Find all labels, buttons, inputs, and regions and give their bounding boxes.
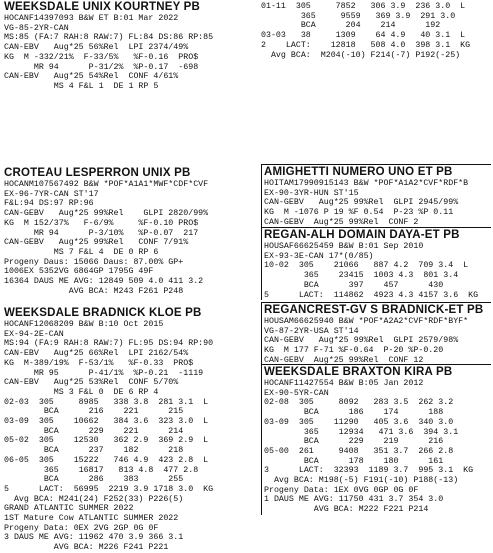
entry-line: MR 94 P-3/10% %P-0.07 217 bbox=[4, 228, 199, 238]
entry-line: MS 7 F&L 4 DE 0 RP 6 bbox=[4, 247, 159, 257]
entry-line: MR 95 P-41/1% %P-0.21 -1119 bbox=[4, 368, 204, 378]
entry-line: 365 16817 813 4.8 477 2.8 bbox=[4, 465, 199, 475]
entry-line: BCA 397 457 430 bbox=[264, 280, 444, 290]
entry-details bbox=[261, 2, 491, 60]
entry-line: KG M -1076 P 19 %F 0.54 P-23 %P 0.11 bbox=[264, 208, 454, 218]
entry-line: CAN-EBV Aug*25 56%Rel LPI 2374/49% bbox=[4, 43, 189, 53]
entry-details bbox=[4, 14, 254, 92]
entry-line: 1 DAUS ME AVG: 11750 431 3.7 354 3.0 bbox=[264, 495, 444, 505]
entry-title: WEEKSDALE BRADNICK KLOE PB bbox=[4, 307, 202, 319]
entry-title: CROTEAU LESPERRON UNIX PB bbox=[4, 167, 191, 179]
entry-line: 05-00 261 9408 351 3.7 266 2.8 bbox=[264, 446, 454, 456]
entry-line: CAN-GEBV Aug*25 99%Rel CONF 12 bbox=[264, 355, 424, 365]
pedigree-entry-continued bbox=[261, 2, 491, 60]
entry-line: AVG BCA: M226 F241 P221 bbox=[4, 543, 169, 553]
entry-line: KG M-389/19% F-53/1% %F-0.33 PRO$ bbox=[4, 358, 194, 368]
entry-line: KG M 152/37% F-6/9% %F-0.10 PRO$ bbox=[4, 218, 199, 228]
entry-details bbox=[4, 320, 254, 553]
entry-line: BCA 286 383 255 bbox=[4, 475, 184, 485]
entry-line: 02-03 305 8985 338 3.8 281 3.1 L bbox=[4, 397, 209, 407]
entry-line: Progeny Data: 1EX 0VG 0GP 0G 0F bbox=[264, 485, 419, 495]
entry-line: 365 9559 369 3.9 291 3.0 bbox=[261, 11, 456, 21]
entry-line: 06-05 305 15222 746 4.9 423 2.8 L bbox=[4, 455, 209, 465]
entry-line: 365 12934 471 3.6 394 3.1 bbox=[264, 427, 459, 437]
entry-line: CAN-GEBV Aug*25 99%Rel GLPI 2579/98% bbox=[264, 336, 459, 346]
entry-line: MS:94 (FA:9 RAH:8 RAW:7) FL:95 DS:94 RP:90 bbox=[4, 339, 214, 349]
entry-line: EX-94-2E-CAN bbox=[4, 329, 64, 339]
entry-line: HOCANF14397093 B&W ET B:01 Mar 2022 bbox=[4, 14, 179, 23]
entry-line: CAN-GEBV Aug*25 99%Rel GLPI 2945/99% bbox=[264, 198, 459, 208]
entry-line: KG M 177 F-71 %F-0.64 P-20 %P-0.20 bbox=[264, 346, 444, 356]
entry-line: F&L:94 DS:97 RP:96 bbox=[4, 199, 94, 209]
entry-line: 365 23415 1003 4.3 801 3.4 bbox=[264, 271, 459, 281]
entry-line: HOUSAM66625940 B&W *POF*A2A2*CVF*RDF*BYF* bbox=[264, 317, 469, 326]
pedigree-entry-croteau-lesperron-unix bbox=[4, 166, 254, 296]
entry-line: Avg BCA: M241(24) F252(33) P226(5) bbox=[4, 494, 184, 504]
entry-details bbox=[264, 179, 491, 228]
entry-line: 16364 DAUS ME AVG: 12849 509 4.0 411 3.2 bbox=[4, 277, 204, 287]
entry-line: BCA 186 174 188 bbox=[264, 408, 444, 418]
entry-line: EX-90-5YR-CAN bbox=[264, 388, 329, 398]
entry-line: CAN-GEBV Aug*25 99%Rel CONF 7/91% bbox=[4, 238, 189, 248]
entry-line: BCA 229 221 214 bbox=[4, 426, 184, 436]
entry-line: HOCANF11427554 B&W B:05 Jan 2012 bbox=[264, 379, 424, 388]
entry-line: Avg BCA: M204(-10) F214(-7) P192(-25) bbox=[261, 50, 461, 60]
entry-line: 2 LACT: 12818 508 4.0 398 3.1 KG bbox=[261, 40, 471, 50]
entry-title: REGAN-ALH DOMAIN DAYA-ET PB bbox=[264, 229, 460, 241]
entry-line: CAN-EBV Aug*25 66%Rel LPI 2162/54% bbox=[4, 349, 189, 359]
pedigree-entry-weeksdale-unix-kourtney bbox=[4, 0, 254, 92]
pedigree-entry-weeksdale-braxton-kira bbox=[261, 364, 491, 515]
entry-line: CAN-GEBV Aug*25 99%Rel CONF 2 bbox=[264, 217, 419, 227]
entry-line: EX-90-3YR-HUN ST'15 bbox=[264, 188, 359, 198]
entry-line: BCA 229 219 216 bbox=[264, 437, 444, 447]
pedigree-entry-regan-alh-domain-daya bbox=[261, 227, 491, 300]
pedigree-entry-amighetti-numero-uno bbox=[261, 164, 491, 228]
entry-title: REGANCREST-GV S BRADNICK-ET PB bbox=[264, 304, 484, 316]
entry-line: 03-03 38 1309 64 4.9 40 3.1 L bbox=[261, 31, 466, 41]
entry-line: AVG BCA: M222 F221 P214 bbox=[264, 505, 429, 515]
entry-line: BCA 204 214 192 bbox=[261, 21, 441, 31]
entry-line: KG M -332/21% F-33/5% %F-0.16 PRO$ bbox=[4, 52, 199, 62]
entry-line: BCA 178 180 161 bbox=[264, 456, 444, 466]
entry-line: BCA 237 182 218 bbox=[4, 446, 184, 456]
entry-line: AVG BCA: M243 F261 P248 bbox=[4, 286, 184, 296]
entry-line: 1006EX 5352VG 6864GP 1795G 49F bbox=[4, 267, 154, 277]
entry-line: 3 DAUS ME AVG: 11962 470 3.9 366 3.1 bbox=[4, 533, 184, 543]
entry-line: EX-93-3E-CAN 17*(0/85) bbox=[264, 251, 374, 261]
entry-line: 3 LACT: 32393 1189 3.7 995 3.1 KG bbox=[264, 466, 474, 476]
pedigree-entry-weeksdale-bradnick-kloe bbox=[4, 306, 254, 553]
entry-line: 05-02 305 12530 362 2.9 369 2.9 L bbox=[4, 436, 209, 446]
entry-line: 10-02 305 21066 887 4.2 709 3.4 L bbox=[264, 261, 469, 271]
entry-details bbox=[4, 180, 254, 296]
entry-line: BCA 216 221 215 bbox=[4, 407, 184, 417]
entry-title: WEEKSDALE BRAXTON KIRA PB bbox=[264, 366, 453, 378]
entry-line: HOUSAF66625459 B&W B:01 Sep 2010 bbox=[264, 242, 424, 251]
entry-line: MS 4 F&L 1 DE 1 RP 5 bbox=[4, 81, 159, 91]
entry-line: Progeny Data: 0EX 2VG 2GP 0G 0F bbox=[4, 523, 159, 533]
entry-line: 03-09 305 11290 405 3.6 340 3.0 bbox=[264, 417, 454, 427]
entry-line: Progeny Daus: 15066 Daus: 87.00% GP+ bbox=[4, 257, 184, 267]
entry-line: 1ST Mature Cow ATLANTIC SUMMER 2022 bbox=[4, 514, 179, 524]
entry-line: CAN-EBV Aug*25 54%Rel CONF 4/61% bbox=[4, 72, 179, 82]
entry-line: CAN-GEBV Aug*25 99%Rel GLPI 2820/99% bbox=[4, 209, 209, 219]
entry-line: MR 94 P-31/2% %P-0.17 -698 bbox=[4, 62, 199, 72]
entry-line: HOCANF12068209 B&W B:10 Oct 2015 bbox=[4, 320, 164, 329]
entry-line: 03-09 305 10662 384 3.6 323 3.0 L bbox=[4, 417, 209, 427]
entry-line: HOITAM17990915143 B&W *POF*A1A2*CVF*RDF*B bbox=[264, 179, 469, 188]
entry-details bbox=[264, 242, 491, 300]
entry-title: WEEKSDALE UNIX KOURTNEY PB bbox=[4, 1, 201, 13]
entry-line: 01-11 305 7852 306 3.9 236 3.0 L bbox=[261, 2, 466, 11]
entry-line: GRAND ATLANTIC SUMMER 2022 bbox=[4, 504, 134, 514]
entry-details bbox=[264, 317, 491, 366]
entry-line: Avg BCA: M198(-5) F191(-10) P188(-13) bbox=[264, 476, 459, 486]
entry-line: EX-96-7YR-CAN ST'17 bbox=[4, 189, 99, 199]
entry-line: 5 LACT: 56995 2219 3.9 1718 3.0 KG bbox=[4, 484, 214, 494]
entry-line: MS:85 (FA:7 RAH:8 RAW:7) FL:84 DS:86 RP:85 bbox=[4, 33, 214, 43]
entry-line: VG-85-2YR-CAN bbox=[4, 23, 69, 33]
entry-details bbox=[264, 379, 491, 515]
entry-line: MS 3 F&L 0 DE 6 RP 4 bbox=[4, 387, 159, 397]
entry-line: 02-08 305 8092 283 3.5 262 3.2 bbox=[264, 398, 454, 408]
entry-title: AMIGHETTI NUMERO UNO ET PB bbox=[264, 166, 453, 178]
entry-line: CAN-EBV Aug*25 53%Rel CONF 5/70% bbox=[4, 378, 179, 388]
entry-line: 5 LACT: 114862 4923 4.3 4157 3.6 KG bbox=[264, 290, 479, 300]
pedigree-entry-regancrest-gv-s-bradnick bbox=[261, 302, 491, 366]
entry-line: HOCANM107567492 B&W *POF*A1A1*MWF*CDF*CVF bbox=[4, 180, 209, 189]
entry-line: VG-87-2YR-USA ST'14 bbox=[264, 326, 359, 336]
